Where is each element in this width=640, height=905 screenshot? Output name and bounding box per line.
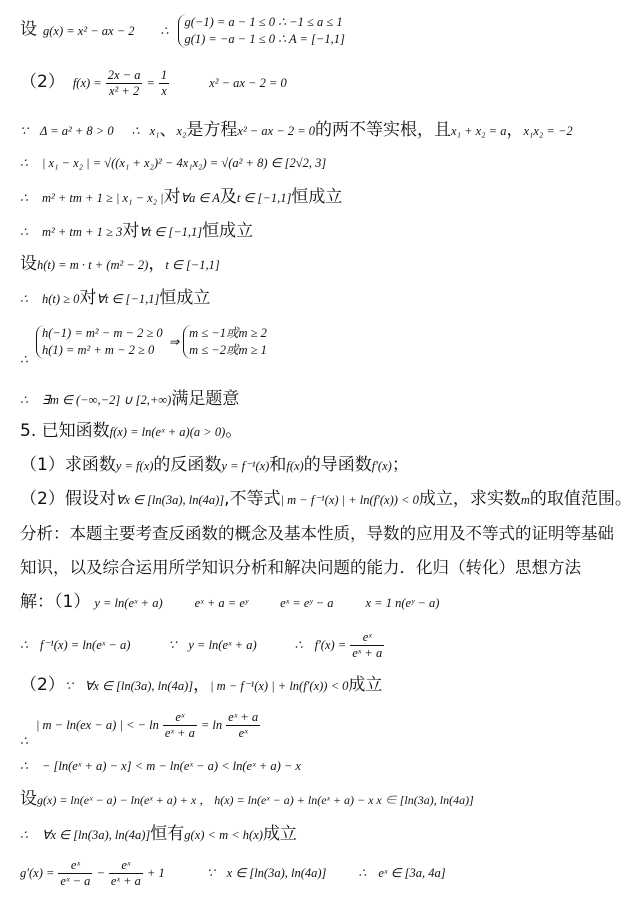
comma: ， <box>148 254 166 274</box>
denominator: eˣ + a <box>164 726 195 740</box>
solution-2-step-4 <box>20 825 297 845</box>
text: 满足题意 <box>171 389 240 409</box>
math: ∀x ∈ [ln(3a), ln(4a)] <box>84 679 194 693</box>
text: 对 <box>122 221 140 241</box>
text: ； <box>391 455 409 475</box>
equation: x² − ax − 2 = 0 <box>237 124 316 138</box>
math: ∀x ∈ [ln(3a), ln(4a)] <box>115 493 225 507</box>
numerator: eˣ <box>58 858 92 874</box>
condition: t ∈ [−1,1] <box>165 258 220 272</box>
line-4 <box>20 154 326 172</box>
denominator: eˣ − a <box>60 874 91 888</box>
therefore-symbol: ∴ <box>20 828 28 842</box>
solution-2-step-3 <box>20 790 474 810</box>
system-row: g(1) = −a − 1 ≤ 0 ∴ A = [−1,1] <box>184 31 345 46</box>
therefore-symbol: ∴ <box>358 866 367 881</box>
text: 的导函数 <box>303 455 372 475</box>
solution-brace <box>183 325 267 359</box>
line-7 <box>20 255 220 275</box>
therefore-symbol: ∴ <box>20 638 28 653</box>
denominator: x² + 2 <box>108 84 140 98</box>
system-row: m ≤ −2或m ≥ 1 <box>189 342 267 357</box>
text: 对 <box>79 288 97 308</box>
comma: ， <box>193 675 211 695</box>
analysis-line-1: 分析：本题主要考查反函数的概念及基本性质，导数的应用及不等式的证明等基础 <box>20 524 614 543</box>
system-row: h(−1) = m² − m − 2 ≥ 0 <box>41 326 163 340</box>
math: eˣ ∈ [3a, 4a] <box>378 866 446 881</box>
text: 成立，求实数 <box>418 489 521 509</box>
math: y = f(x) <box>115 459 154 473</box>
function-definition: f(x) = ln(eˣ + a)(a > 0) <box>109 425 226 439</box>
text: 的两不等实根，且 <box>315 120 452 140</box>
numerator: 1 <box>160 68 168 82</box>
condition: ∀t ∈ [−1,1] <box>96 292 160 306</box>
inequality: m² + tm + 1 ≥ | x₁ − x₂ | <box>41 191 164 205</box>
inequality: h(t) ≥ 0 <box>41 292 80 306</box>
therefore-symbol: ∴ <box>20 734 28 749</box>
system-row: m ≤ −1或m ≥ 2 <box>189 326 267 340</box>
because-symbol: ∵ <box>168 638 177 653</box>
math: + 1 <box>146 866 165 881</box>
therefore-symbol: ∴ <box>20 191 28 205</box>
therefore-symbol: ∴ <box>20 759 28 773</box>
line-5 <box>20 188 342 208</box>
math: − [ln(eˣ + a) − x] < m − ln(eˣ − a) < ln(eˣ + a) − x <box>41 759 301 773</box>
therefore-symbol: ∴ <box>20 393 28 407</box>
text: 恒有 <box>150 824 185 844</box>
text: 是方程 <box>186 120 238 140</box>
question-2 <box>20 490 632 510</box>
math: f′(x) <box>371 459 392 473</box>
condition: t ∈ [−1,1] <box>236 191 292 205</box>
solution-2-step-2 <box>20 757 301 775</box>
numerator: eˣ + a <box>228 710 259 724</box>
system-row: h(1) = m² + m − 2 ≥ 0 <box>41 342 155 357</box>
solution-2-step-1 <box>20 710 260 749</box>
therefore-symbol: ∴ <box>20 292 28 306</box>
system-brace <box>36 325 163 359</box>
text: 恒成立 <box>202 221 254 241</box>
fraction <box>159 68 169 99</box>
she-label: 设 <box>20 789 37 809</box>
denominator: eˣ + a <box>110 874 141 888</box>
solution-2-step-5 <box>20 858 446 889</box>
fraction <box>350 630 384 661</box>
math: | m − f⁻¹(x) | + ln(f′(x)) < 0 <box>210 679 349 693</box>
because-symbol: ∵ <box>64 679 73 693</box>
equation: x² − ax − 2 = 0 <box>209 76 287 91</box>
g-definition: g(x) = x² − ax − 2 <box>43 23 135 38</box>
fraction <box>106 68 143 99</box>
therefore-symbol: ∴ <box>131 124 140 138</box>
math: g(x) < m < h(x) <box>184 828 263 842</box>
text: 。 <box>225 421 243 441</box>
derivative-label: g′(x) = <box>20 866 55 881</box>
question-1 <box>20 456 409 476</box>
text: 的取值范围。 <box>529 489 632 509</box>
numerator: eˣ <box>350 630 384 646</box>
math: ∀x ∈ [ln(3a), ln(4a)] <box>41 828 151 842</box>
text: ,不等式 <box>224 489 281 509</box>
text: 恒成立 <box>291 187 343 207</box>
she-label: 设 <box>20 254 37 274</box>
equals: = <box>146 76 155 91</box>
line-1 <box>20 14 345 48</box>
line-2 <box>20 68 287 99</box>
denominator: x <box>161 84 167 98</box>
text: （2）假设对 <box>20 489 116 509</box>
therefore-symbol: ∴ <box>20 225 28 239</box>
system-row: g(−1) = a − 1 ≤ 0 ∴ −1 ≤ a ≤ 1 <box>184 15 343 29</box>
denominator: eˣ <box>238 726 248 740</box>
problem-5-heading <box>20 422 242 442</box>
text: 和 <box>269 455 287 475</box>
f-label: f(x) = <box>72 76 102 91</box>
inverse-function: f⁻¹(x) = ln(eˣ − a) <box>39 638 131 653</box>
math: g(x) = ln(eˣ − a) − ln(eˣ + a) + x ， h(x) = ln(eˣ − a) + ln(eˣ + a) − x x ∈ [ln(3a), ln(4a)] <box>37 793 474 807</box>
numerator: 2x − a <box>107 68 141 82</box>
fraction <box>109 858 143 889</box>
h-definition: h(t) = m · t + (m² − 2) <box>37 258 149 272</box>
condition: ∀a ∈ A <box>180 191 220 205</box>
text: （1）求函数 <box>20 455 116 475</box>
derivative-label: f′(x) = <box>314 638 347 653</box>
math: x = 1 n(eʸ − a) <box>365 596 440 610</box>
comma: ， <box>506 120 524 140</box>
numerator: eˣ <box>163 710 197 726</box>
text: 对 <box>163 187 181 207</box>
line-6 <box>20 222 253 242</box>
sum-expression: x₁ + x₂ = a <box>451 124 507 138</box>
delta-expression: Δ = a² + 8 > 0 <box>39 124 114 138</box>
solution-2 <box>20 676 382 696</box>
implies-arrow: ⇒ <box>168 334 180 349</box>
solution-1 <box>20 593 439 613</box>
system-brace <box>178 14 344 48</box>
x1: x₁ <box>149 124 160 138</box>
line-9 <box>20 325 267 367</box>
because-symbol: ∵ <box>20 124 28 138</box>
product-expression: x₁x₂ = −2 <box>523 124 573 138</box>
separator: 、 <box>159 120 177 140</box>
condition: ∀t ∈ [−1,1] <box>139 225 203 239</box>
range-expression: ∃m ∈ (−∞,−2] ∪ [2,+∞) <box>41 393 172 407</box>
text: 恒成立 <box>159 288 211 308</box>
therefore-symbol: ∴ <box>294 638 303 653</box>
solution-1-results <box>20 630 384 661</box>
part-2-label: （2） <box>20 675 65 695</box>
therefore-symbol: ∴ <box>160 23 169 38</box>
math: y = f⁻¹(x) <box>221 459 270 473</box>
text: 成立 <box>262 824 297 844</box>
therefore-symbol: ∴ <box>20 352 28 367</box>
analysis-line-2: 知识，以及综合运用所学知识分析和解决问题的能力．化归（转化）思想方法 <box>20 558 581 577</box>
part-2-label: （2） <box>20 72 65 93</box>
math: m <box>520 493 530 507</box>
math: | m − ln(ex − a) | < − ln <box>35 718 159 733</box>
text: 成立 <box>348 675 383 695</box>
therefore-symbol: ∴ <box>20 156 28 170</box>
fraction <box>226 710 260 741</box>
minus: − <box>96 866 105 881</box>
text: 及 <box>219 187 237 207</box>
numerator: eˣ <box>109 858 143 874</box>
math: = ln <box>200 718 223 733</box>
she-label: 设 <box>20 19 37 40</box>
math: x ∈ [ln(3a), ln(4a)] <box>226 866 327 881</box>
fraction <box>163 710 197 741</box>
line-3 <box>20 121 573 141</box>
line-8 <box>20 289 210 309</box>
distance-expression: | x₁ − x₂ | = √((x₁ + x₂)² − 4x₁x₂) = √(a² + 8) ∈ [2√2, 3] <box>41 156 327 170</box>
math: eˣ = eʸ − a <box>280 596 334 610</box>
fraction <box>58 858 92 889</box>
text: 的反函数 <box>153 455 222 475</box>
math: f(x) <box>286 459 304 473</box>
denominator: eˣ + a <box>352 646 383 660</box>
math: | m − f⁻¹(x) | + ln(f′(x)) < 0 <box>280 493 419 507</box>
math: y = ln(eˣ + a) <box>188 638 257 653</box>
solution-label: 解：（1） <box>20 592 91 612</box>
text: 5. 已知函数 <box>20 421 110 441</box>
line-10 <box>20 390 239 410</box>
inequality: m² + tm + 1 ≥ 3 <box>41 225 123 239</box>
math: eˣ + a = eʸ <box>194 596 249 610</box>
x2: x₂ <box>176 124 187 138</box>
math: y = ln(eˣ + a) <box>94 596 163 610</box>
because-symbol: ∵ <box>206 866 215 881</box>
